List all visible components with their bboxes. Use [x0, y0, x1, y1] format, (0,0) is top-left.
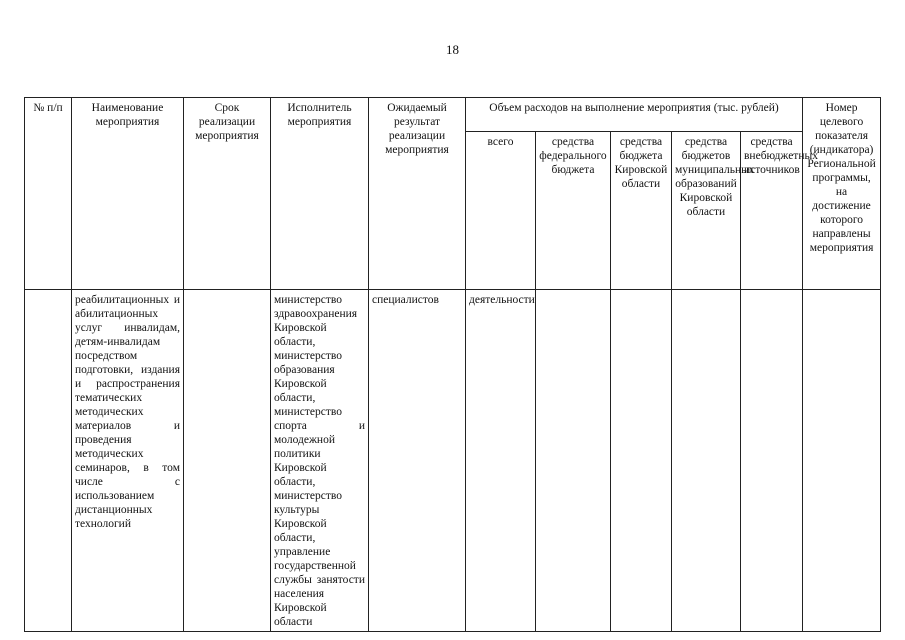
- cell-regional: [611, 290, 672, 632]
- cell-executor: министерство здравоохранения Кировской области, министерство образования Кировской области, министерство спорта и молодежной политики Кировской области, министерство культуры Кировской области, управление государственной службы занятости населения Кировской области: [271, 290, 369, 632]
- header-regional: средства бюджета Кировской области: [611, 132, 672, 290]
- cell-federal: [536, 290, 611, 632]
- cell-total: деятельности: [466, 290, 536, 632]
- cell-name: реабилитационных и абилитационных услуг инвалидам, детям-инвалидам посредством подготовки, издания и распространения тематических методических материалов и проведения методических семинаров, в том числе с использованием дистанционных технологий: [72, 290, 184, 632]
- cell-num: [25, 290, 72, 632]
- cell-municipal: [672, 290, 741, 632]
- cell-result: специалистов: [369, 290, 466, 632]
- header-expenses: Объем расходов на выполнение мероприятия (тыс. рублей): [466, 98, 803, 132]
- program-activities-table: [24, 97, 881, 632]
- cell-term: [184, 290, 271, 632]
- header-result: Ожидаемый результат реализации мероприятия: [369, 98, 466, 290]
- table-row: [25, 290, 881, 632]
- header-term: Срок реализации мероприятия: [184, 98, 271, 290]
- header-indicator: Номер целевого показателя (индикатора) Региональной программы, на достижение которого направлены мероприятия: [803, 98, 881, 290]
- page-number: 18: [446, 42, 459, 57]
- header-executor: Исполнитель мероприятия: [271, 98, 369, 290]
- header-total: всего: [466, 132, 536, 290]
- header-federal: средства федерального бюджета: [536, 132, 611, 290]
- header-name: Наименование мероприятия: [72, 98, 184, 290]
- header-row-1: [25, 98, 881, 132]
- cell-extra: [741, 290, 803, 632]
- header-num: № п/п: [25, 98, 72, 290]
- header-extra: средства внебюджетных источников: [741, 132, 803, 290]
- cell-indicator: [803, 290, 881, 632]
- header-municipal: средства бюджетов муниципальных образований Кировской области: [672, 132, 741, 290]
